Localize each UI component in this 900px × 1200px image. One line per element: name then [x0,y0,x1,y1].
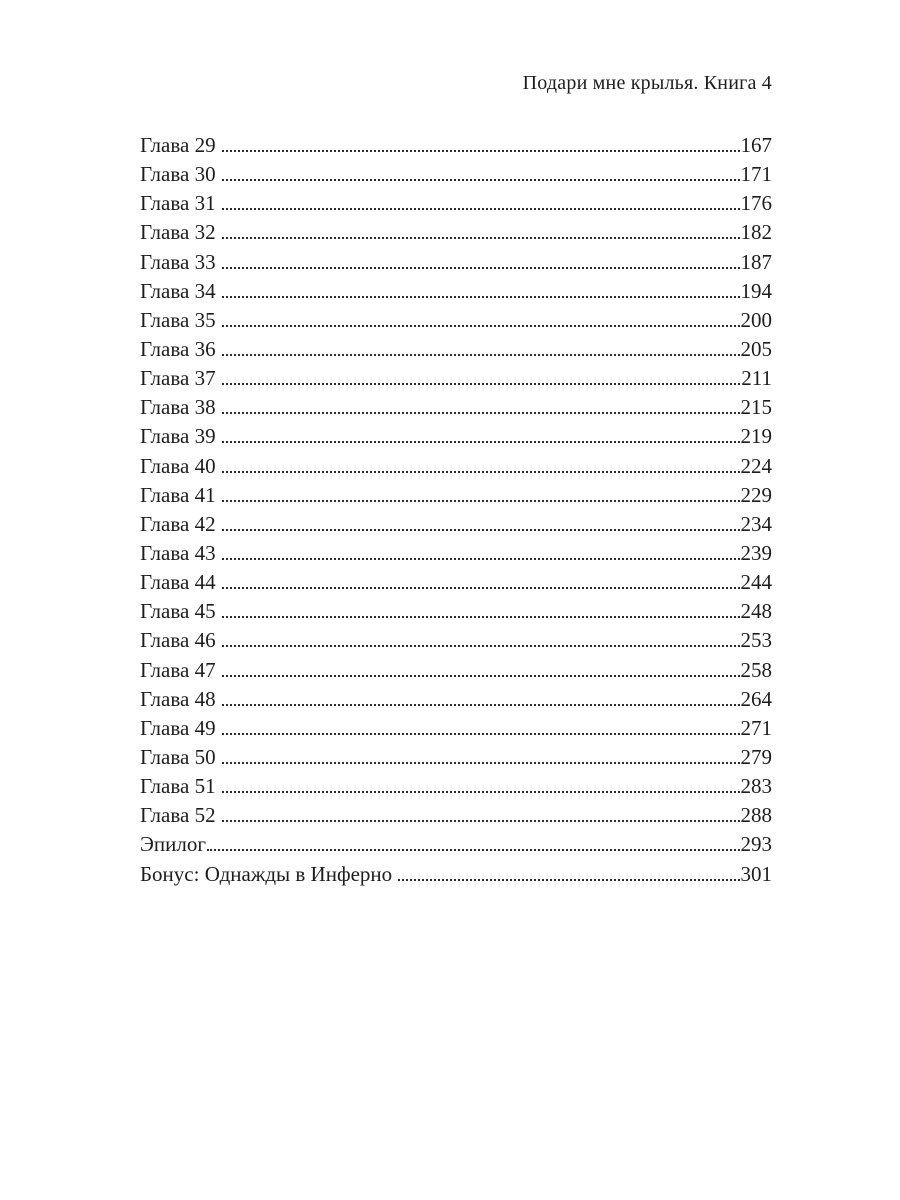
toc-entry-label: Глава 41 [140,482,221,507]
toc-entry-label: Глава 45 [140,599,221,624]
table-of-contents [140,131,772,889]
toc-row [140,801,772,830]
toc-row [140,218,772,247]
toc-entry-label: Глава 42 [140,511,221,536]
toc-dot-leader [222,616,740,618]
toc-dot-leader [222,675,740,677]
toc-entry-label: Эпилог [140,832,206,857]
toc-dot-leader [222,325,740,327]
toc-row [140,306,772,335]
toc-row [140,510,772,539]
toc-entry-label: Глава 32 [140,220,221,245]
toc-entry-page-number: 293 [740,832,772,857]
toc-dot-leader [222,587,740,589]
toc-dot-leader [222,150,740,152]
toc-row [140,685,772,714]
toc-row [140,568,772,597]
toc-dot-leader [222,383,740,385]
toc-entry-page-number: 187 [740,249,772,274]
toc-entry-page-number: 271 [740,715,772,740]
toc-row [140,160,772,189]
toc-dot-leader [222,645,740,647]
toc-dot-leader [207,849,740,851]
toc-entry-page-number: 239 [740,540,772,565]
toc-dot-leader [222,208,740,210]
toc-dot-leader [222,500,740,502]
toc-entry-page-number: 301 [740,861,772,886]
toc-entry-page-number: 248 [740,599,772,624]
toc-entry-label: Глава 30 [140,162,221,187]
toc-entry-label: Глава 37 [140,366,221,391]
toc-entry-page-number: 205 [740,336,772,361]
toc-entry-page-number: 215 [740,395,772,420]
toc-entry-page-number: 200 [740,307,772,332]
toc-entry-label: Глава 48 [140,686,221,711]
toc-dot-leader [222,296,740,298]
toc-entry-page-number: 224 [740,453,772,478]
toc-row [140,131,772,160]
toc-row [140,277,772,306]
toc-row [140,772,772,801]
toc-row [140,452,772,481]
toc-entry-page-number: 258 [740,657,772,682]
toc-row [140,597,772,626]
toc-entry-page-number: 288 [740,803,772,828]
toc-row [140,481,772,510]
toc-entry-page-number: 194 [740,278,772,303]
running-header: Подари мне крылья. Книга 4 [522,72,772,94]
toc-row [140,539,772,568]
toc-entry-page-number: 167 [740,133,772,157]
toc-dot-leader [222,820,740,822]
toc-row [140,743,772,772]
toc-entry-label: Глава 35 [140,307,221,332]
toc-entry-page-number: 182 [740,220,772,245]
toc-entry-page-number: 283 [740,774,772,799]
toc-entry-label: Глава 39 [140,424,221,449]
toc-entry-label: Глава 40 [140,453,221,478]
toc-row [140,422,772,451]
toc-row [140,335,772,364]
toc-row [140,626,772,655]
toc-row [140,248,772,277]
toc-row [140,393,772,422]
toc-entry-page-number: 234 [740,511,772,536]
toc-entry-label: Глава 44 [140,570,221,595]
toc-dot-leader [398,879,739,881]
toc-entry-page-number: 253 [740,628,772,653]
toc-dot-leader [222,704,740,706]
toc-row [140,860,772,889]
toc-dot-leader [222,791,740,793]
toc-dot-leader [222,733,740,735]
toc-row [140,830,772,859]
toc-entry-label: Бонус: Однажды в Инферно [140,861,398,886]
toc-dot-leader [222,267,740,269]
toc-entry-label: Глава 49 [140,715,221,740]
toc-entry-page-number: 279 [740,744,772,769]
toc-row [140,714,772,743]
toc-dot-leader [222,412,740,414]
toc-entry-label: Глава 36 [140,336,221,361]
toc-entry-label: Глава 51 [140,774,221,799]
toc-dot-leader [222,237,740,239]
toc-entry-label: Глава 43 [140,540,221,565]
toc-entry-label: Глава 29 [140,133,221,157]
toc-entry-label: Глава 31 [140,191,221,216]
toc-dot-leader [222,179,740,181]
toc-row [140,189,772,218]
toc-entry-page-number: 171 [740,162,772,187]
toc-dot-leader [222,471,740,473]
toc-entry-label: Глава 34 [140,278,221,303]
toc-entry-label: Глава 52 [140,803,221,828]
toc-dot-leader [222,441,740,443]
toc-dot-leader [222,558,740,560]
toc-dot-leader [222,762,740,764]
toc-entry-label: Глава 50 [140,744,221,769]
toc-row [140,364,772,393]
toc-row [140,656,772,685]
toc-dot-leader [222,529,740,531]
toc-entry-page-number: 219 [740,424,772,449]
toc-entry-label: Глава 47 [140,657,221,682]
toc-dot-leader [222,354,740,356]
toc-entry-page-number: 264 [740,686,772,711]
toc-entry-label: Глава 46 [140,628,221,653]
toc-entry-label: Глава 33 [140,249,221,274]
toc-entry-label: Глава 38 [140,395,221,420]
toc-entry-page-number: 244 [740,570,772,595]
toc-entry-page-number: 211 [741,366,772,391]
toc-entry-page-number: 229 [740,482,772,507]
toc-entry-page-number: 176 [740,191,772,216]
